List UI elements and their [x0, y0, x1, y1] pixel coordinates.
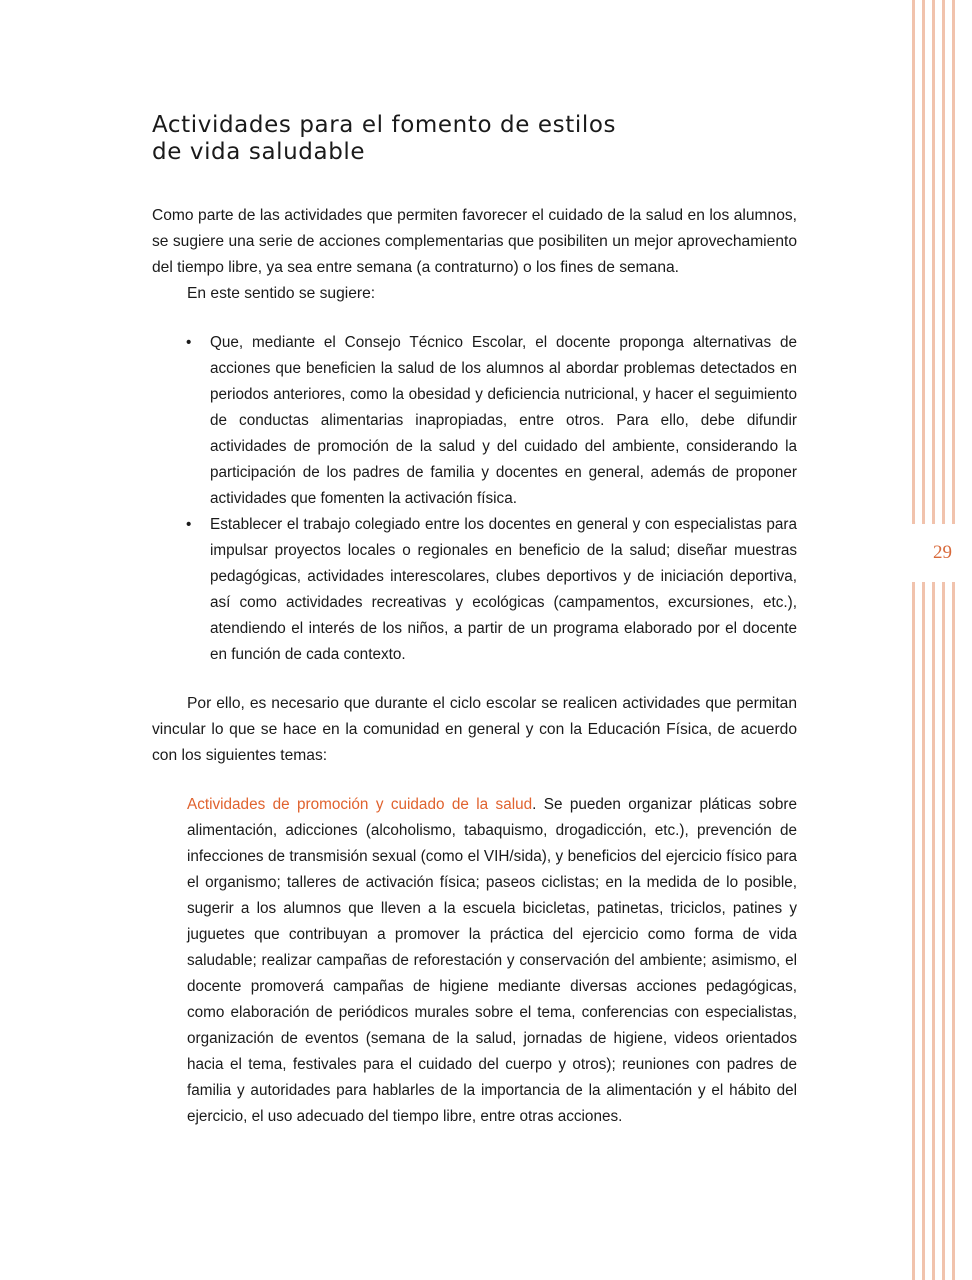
topic-heading: Actividades de promoción y cuidado de la salud	[187, 796, 533, 813]
page-content	[152, 112, 797, 1130]
bullet-icon: •	[186, 334, 192, 351]
page-title-line2: de vida saludable	[152, 139, 366, 165]
stripe	[942, 0, 945, 1280]
suggestion-list	[152, 330, 797, 668]
list-item-text: Establecer el trabajo colegiado entre los docentes en general y con especialistas para impulsar proyectos locales o regionales en beneficio de la salud; diseñar muestras pedagógicas, actividades interescolares, clubes deportivos y de iniciación deportiva, así como actividades recreativas y ecológicas (campamentos, excursiones, etc.), atendiendo el interés de los niños, a partir de un programa elaborado por el docente en función de cada contexto.	[210, 516, 797, 663]
stripe	[912, 0, 915, 1280]
list-item	[186, 330, 797, 512]
bullet-icon: •	[186, 516, 192, 533]
topic-text: . Se pueden organizar pláticas sobre alimentación, adicciones (alcoholismo, tabaquismo, drogadicción, etc.), prevención de infecciones de transmisión sexual (como el VIH/sida), y beneficios del ejercicio físico para el organismo; talleres de activación física; paseos ciclistas; en la medida de lo posible, sugerir a los alumnos que lleven a la escuela bicicletas, patinetas, triciclos, patines y juguetes que contribuyan a promover la práctica del ejercicio como forma de vida saludable; realizar campañas de reforestación y conservación del ambiente; asimismo, el docente promoverá campañas de higiene mediante diversas acciones pedagógicas, como elaboración de periódicos murales sobre el tema, conferencias con especialistas, organización de eventos (semana de la salud, jornadas de higiene, videos orientados hacia el tema, festivales para el cuidado del cuerpo y otros); reuniones con padres de familia y autoridades para hablarles de la importancia de la alimentación y el hábito del ejercicio, el uso adecuado del tiempo libre, entre otras acciones.	[187, 796, 797, 1125]
page-title	[152, 112, 797, 166]
page-number: 29	[933, 542, 952, 563]
page-title-line1: Actividades para el fomento de estilos	[152, 112, 617, 138]
stripe	[952, 0, 955, 1280]
list-item-text: Que, mediante el Consejo Técnico Escolar, el docente proponga alternativas de acciones que beneficien la salud de los alumnos al abordar problemas detectados en periodos anteriores, como la obesidad y deficiencia nutricional, y hacer el seguimiento de conductas alimentarias inapropiadas, entre otros. Para ello, debe difundir actividades de promoción de la salud y del cuidado del ambiente, considerando la participación de los padres de familia y docentes en general, además de proponer actividades que fomenten la activación física.	[210, 334, 797, 507]
intro-paragraph: Como parte de las actividades que permiten favorecer el cuidado de la salud en los alumnos, se sugiere una serie de acciones complementarias que posibiliten un mejor aprovechamiento del tiempo libre, ya sea entre semana (a contraturno) o los fines de semana.	[152, 207, 797, 276]
topic-block	[152, 792, 797, 1130]
themes-intro-paragraph: Por ello, es necesario que durante el ciclo escolar se realicen actividades que permitan vincular lo que se hace en la comunidad en general y con la Educación Física, de acuerdo con los siguientes temas:	[152, 695, 797, 764]
list-item	[186, 512, 797, 668]
stripe	[932, 0, 935, 1280]
intro-lead: En este sentido se sugiere:	[187, 285, 376, 302]
stripe	[922, 0, 925, 1280]
decorative-side-stripes	[912, 0, 972, 1280]
